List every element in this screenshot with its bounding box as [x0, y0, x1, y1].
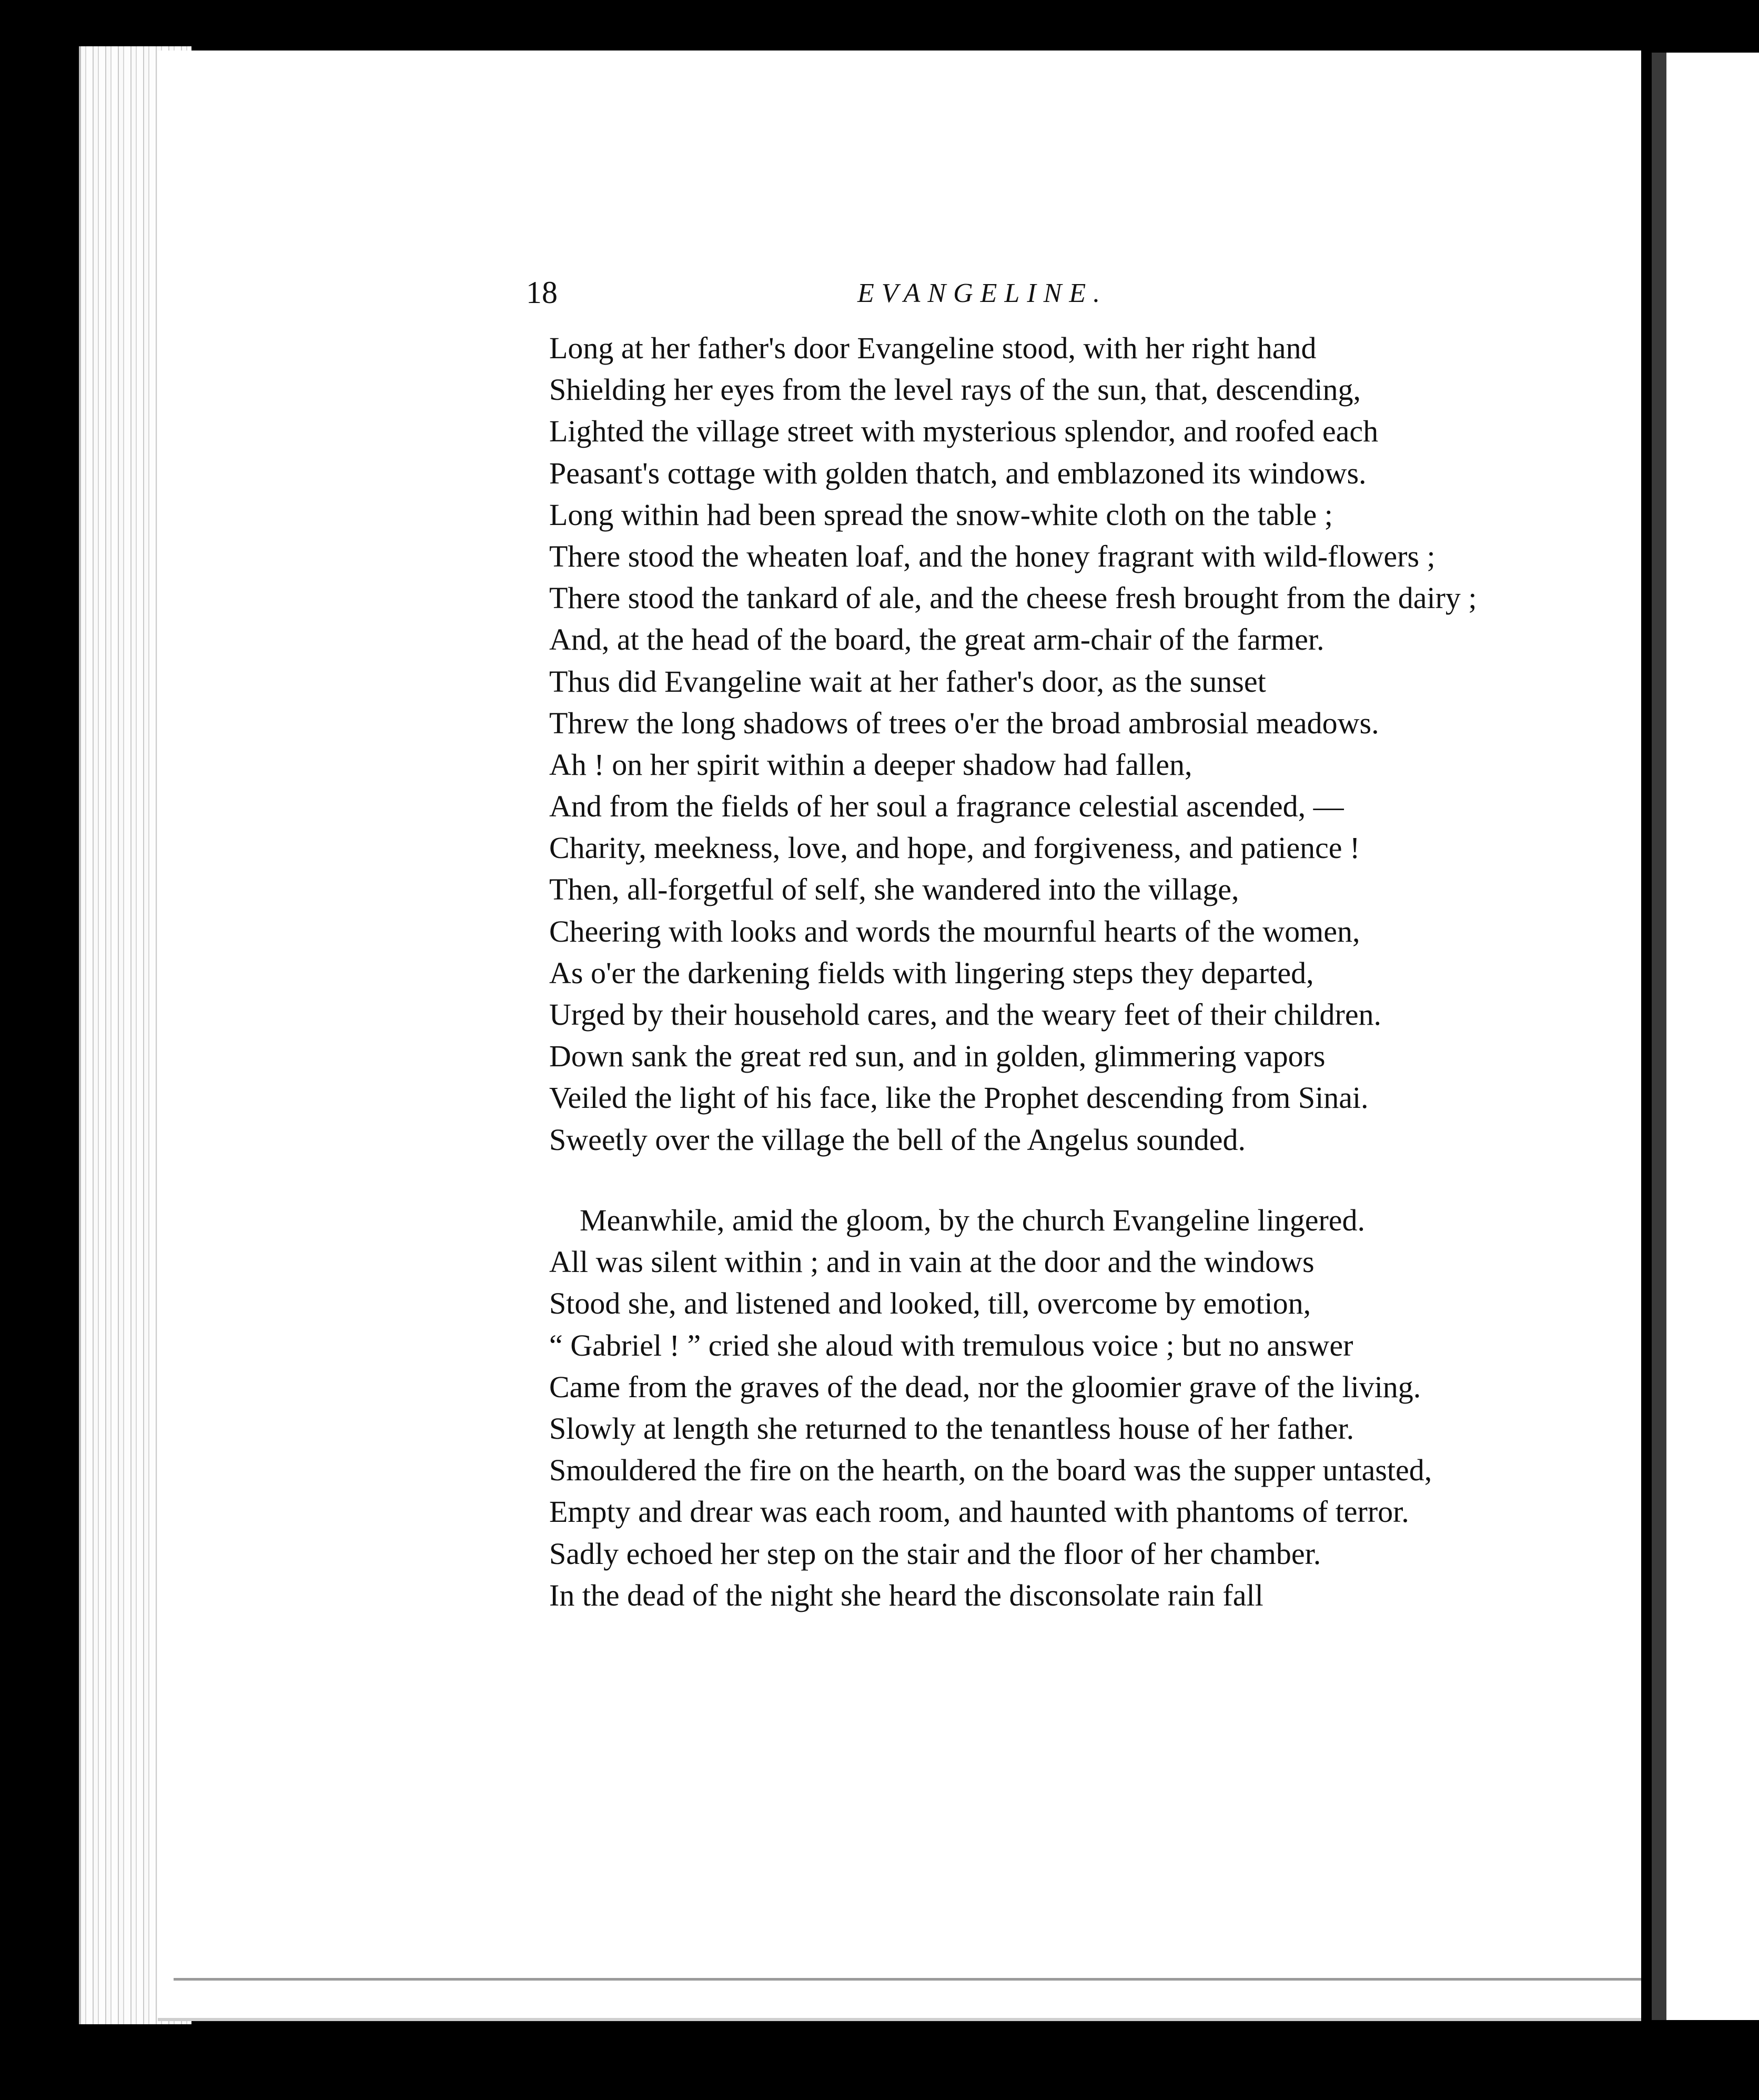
verse-line: “ Gabriel ! ” cried she aloud with tremulous voice ; but no answer	[549, 1328, 1353, 1362]
verse-line: Cheering with looks and words the mournful hearts of the women,	[549, 914, 1360, 948]
verse-line: Long at her father's door Evangeline stood, with her right hand	[549, 331, 1317, 365]
verse-line: Then, all-forgetful of self, she wandered into the village,	[549, 872, 1239, 907]
verse-line: There stood the tankard of ale, and the cheese fresh brought from the dairy ;	[549, 581, 1477, 615]
verse-line: Veiled the light of his face, like the Prophet descending from Sinai.	[549, 1081, 1369, 1115]
adjacent-page	[1652, 53, 1759, 2020]
verse-line: Peasant's cottage with golden thatch, and emblazoned its windows.	[549, 456, 1367, 490]
verse-line: As o'er the darkening fields with lingering steps they departed,	[549, 955, 1314, 990]
verse-line: Meanwhile, amid the gloom, by the church Evangeline lingered.	[580, 1203, 1366, 1237]
verse-line: Stood she, and listened and looked, till, overcome by emotion,	[549, 1286, 1311, 1321]
verse-line: And, at the head of the board, the great arm-chair of the farmer.	[549, 622, 1325, 657]
verse-line: Shielding her eyes from the level rays of the sun, that, descending,	[549, 372, 1361, 407]
verse-line: Lighted the village street with mysterious splendor, and roofed each	[549, 414, 1379, 449]
page-bottom-edge	[174, 1978, 1641, 1981]
verse-line: Empty and drear was each room, and haunted with phantoms of terror.	[549, 1495, 1409, 1529]
page-number: 18	[526, 275, 558, 310]
stanza-1	[549, 327, 1549, 1160]
verse-line: There stood the wheaten loaf, and the honey fragrant with wild-flowers ;	[549, 539, 1435, 573]
verse-line: And from the fields of her soul a fragrance celestial ascended, —	[549, 789, 1344, 824]
running-head	[526, 275, 1489, 311]
verse-line: Sadly echoed her step on the stair and the floor of her chamber.	[549, 1536, 1321, 1571]
verse-line: Long within had been spread the snow-white cloth on the table ;	[549, 497, 1333, 532]
stanza-2	[549, 1199, 1549, 1616]
verse-line: Down sank the great red sun, and in golden, glimmering vapors	[549, 1039, 1326, 1074]
verse-line: Came from the graves of the dead, nor the gloomier grave of the living.	[549, 1369, 1421, 1404]
verse-line: Charity, meekness, love, and hope, and forgiveness, and patience !	[549, 831, 1360, 865]
page-title: EVANGELINE.	[857, 278, 1108, 308]
verse-line: Sweetly over the village the bell of the Angelus sounded.	[549, 1122, 1246, 1157]
verse-line: Urged by their household cares, and the weary feet of their children.	[549, 997, 1382, 1032]
verse-line: All was silent within ; and in vain at the door and the windows	[549, 1245, 1315, 1279]
verse-line: Ah ! on her spirit within a deeper shadow had fallen,	[549, 747, 1192, 782]
verse-line: Slowly at length she returned to the tenantless house of her father.	[549, 1411, 1354, 1446]
verse-line: Smouldered the fire on the hearth, on the board was the supper untasted,	[549, 1453, 1432, 1488]
verse-line: Threw the long shadows of trees o'er the broad ambrosial meadows.	[549, 705, 1379, 740]
verse-line: Thus did Evangeline wait at her father's door, as the sunset	[549, 664, 1266, 699]
verse-line: In the dead of the night she heard the disconsolate rain fall	[549, 1578, 1263, 1612]
